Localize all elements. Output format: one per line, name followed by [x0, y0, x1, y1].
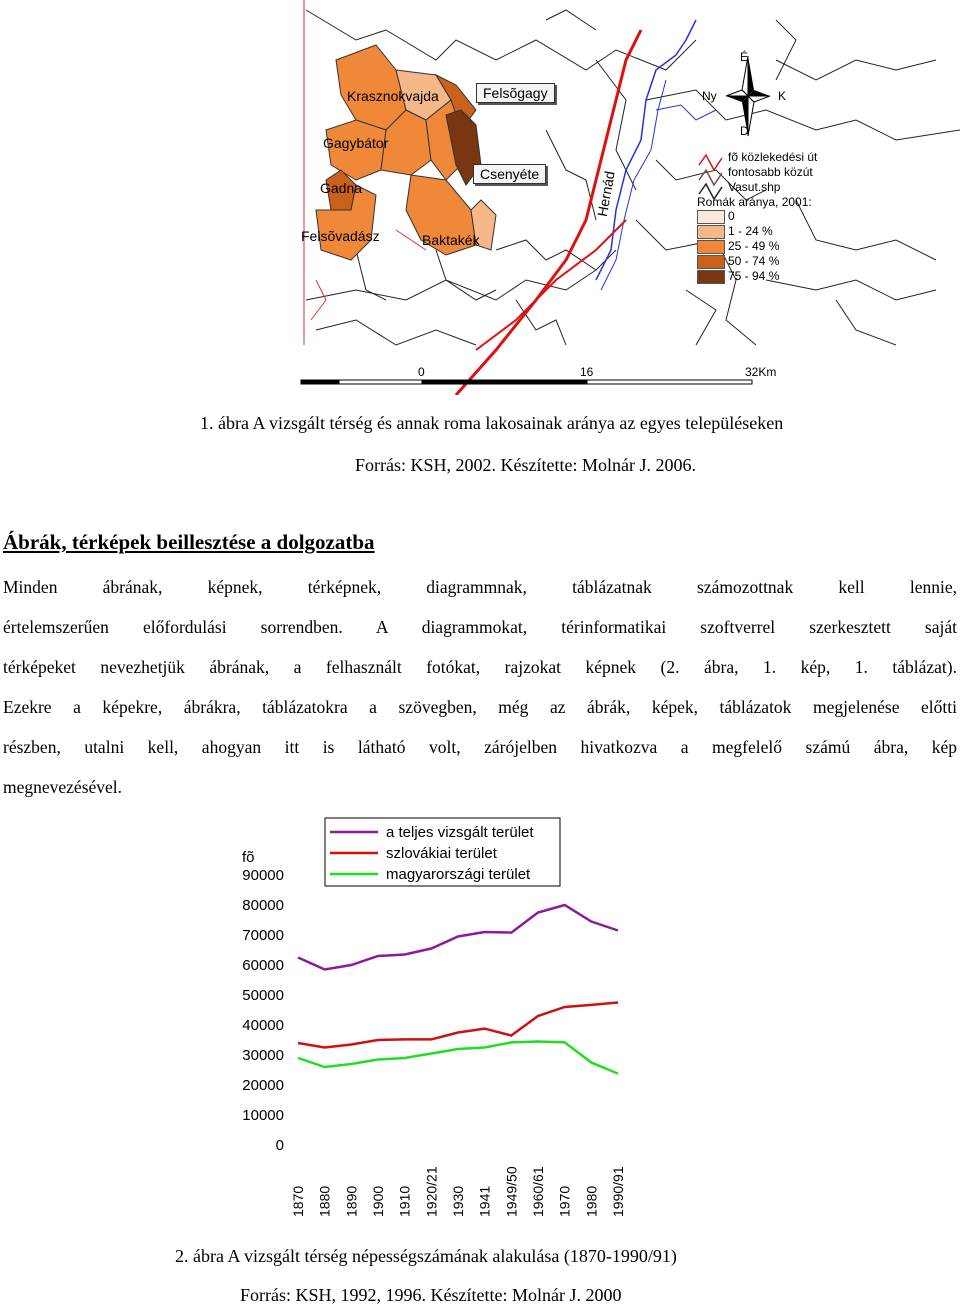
x-tick-label: 1970 [556, 1185, 573, 1217]
x-tick-label: 1920/21 [423, 1166, 440, 1217]
paragraph-line: Ezekre a képekre, ábrákra, táblázatokra a szövegben, még az ábrák, képek, táblázatok megjelenése előtti [3, 697, 957, 717]
legend-class-label: 50 - 74 % [728, 254, 780, 268]
series-line [298, 1003, 618, 1048]
series-line [298, 905, 618, 970]
x-tick-label: 1880 [316, 1185, 333, 1217]
y-tick-label: 0 [275, 1137, 284, 1154]
x-tick-label: 1870 [290, 1185, 306, 1217]
legend-swatch [697, 270, 725, 284]
x-tick-label: 1960/61 [530, 1166, 546, 1217]
place-gagybator: Gagybátor [323, 135, 389, 151]
legend-swatch [697, 225, 725, 239]
x-tick-label: 1990/91 [610, 1166, 626, 1217]
legend-class-label: 1 - 24 % [728, 224, 773, 238]
legend-entry: szlovákiai terület [386, 845, 497, 862]
paragraph-line: térképeket nevezhetjük ábrának, a felhasznált fotókat, rajzokat képnek (2. ábra, 1. kép, 1. táblázat). [3, 657, 957, 677]
population-line-chart [230, 810, 650, 1230]
scale-end: 32Km [745, 365, 777, 379]
y-tick-label: 10000 [242, 1107, 284, 1124]
x-tick-label: 1980 [583, 1185, 600, 1217]
y-tick-label: 30000 [242, 1047, 284, 1064]
figure1-caption: 1. ábra A vizsgált térség és annak roma lakosainak aránya az egyes településeken [200, 413, 784, 433]
place-felsogagy: Felsõgagy [476, 83, 555, 103]
paragraph-line: részben, utalni kell, ahogyan itt is látható volt, zárójelben hivatkozva a megfelelő számú ábra, kép [3, 737, 957, 757]
y-tick-label: 60000 [242, 957, 284, 974]
legend-swatch [697, 210, 725, 224]
place-gadna: Gadna [320, 180, 363, 196]
legend-ratio-title: Romák aránya, 2001: [697, 195, 812, 209]
place-baktakek: Baktakék [422, 232, 480, 248]
y-tick-label: 80000 [242, 897, 284, 914]
y-tick-label: 20000 [242, 1077, 284, 1094]
legend-class-label: 0 [728, 209, 735, 223]
y-axis-label: fõ [242, 849, 255, 866]
figure1-source: Forrás: KSH, 2002. Készítette: Molnár J. 2006. [355, 455, 696, 475]
legend-class-label: 25 - 49 % [728, 239, 780, 253]
y-tick-label: 90000 [242, 867, 284, 884]
legend-road-main: fõ közlekedési út [728, 150, 818, 164]
scale-zero: 0 [418, 365, 425, 379]
x-tick-label: 1930 [450, 1185, 466, 1217]
settlement-map [296, 0, 960, 395]
compass-north: É [740, 50, 749, 64]
y-tick-label: 40000 [242, 1017, 284, 1034]
section-heading: Ábrák, térképek beillesztése a dolgozatba [3, 530, 375, 554]
place-krasznokvajda: Krasznokvajda [347, 88, 439, 104]
legend-swatch [697, 240, 725, 254]
legend-entry: magyarországi terület [386, 866, 531, 883]
compass-west: Ny [702, 89, 717, 103]
figure2-source: Forrás: KSH, 1992, 1996. Készítette: Molnár J. 2000 [240, 1285, 622, 1305]
compass-south: D [740, 124, 749, 138]
paragraph-line: értelemszerűen előfordulási sorrendben. A diagrammokat, térinformatikai szoftverrel szerkesztett saját [3, 617, 957, 637]
legend-road-other: fontosabb közút [728, 165, 813, 179]
legend-class-label: 75 - 94 % [728, 269, 780, 283]
place-felsovadasz: Felsõvadász [301, 228, 380, 244]
x-tick-label: 1941 [476, 1185, 493, 1217]
legend-entry: a teljes vizsgált terület [386, 824, 534, 841]
x-tick-label: 1910 [396, 1185, 413, 1217]
legend-rail: Vasut.shp [728, 180, 781, 194]
figure2-caption: 2. ábra A vizsgált térség népességszámának alakulása (1870-1990/91) [175, 1246, 677, 1266]
x-tick-label: 1900 [370, 1185, 386, 1217]
river-hernad-label: Hernád [594, 169, 618, 218]
y-tick-label: 50000 [242, 987, 284, 1004]
compass-east: K [778, 89, 787, 103]
paragraph-line: megnevezésével. [3, 777, 123, 797]
y-tick-label: 70000 [242, 927, 284, 944]
x-tick-label: 1949/50 [503, 1166, 520, 1217]
place-csenyete: Csenyéte [473, 164, 546, 184]
scale-mid: 16 [580, 365, 594, 379]
paragraph-line: Minden ábrának, képnek, térképnek, diagrammnak, táblázatnak számozottnak kell lennie, [3, 577, 957, 597]
legend-swatch [697, 255, 725, 269]
x-tick-label: 1890 [343, 1185, 360, 1217]
